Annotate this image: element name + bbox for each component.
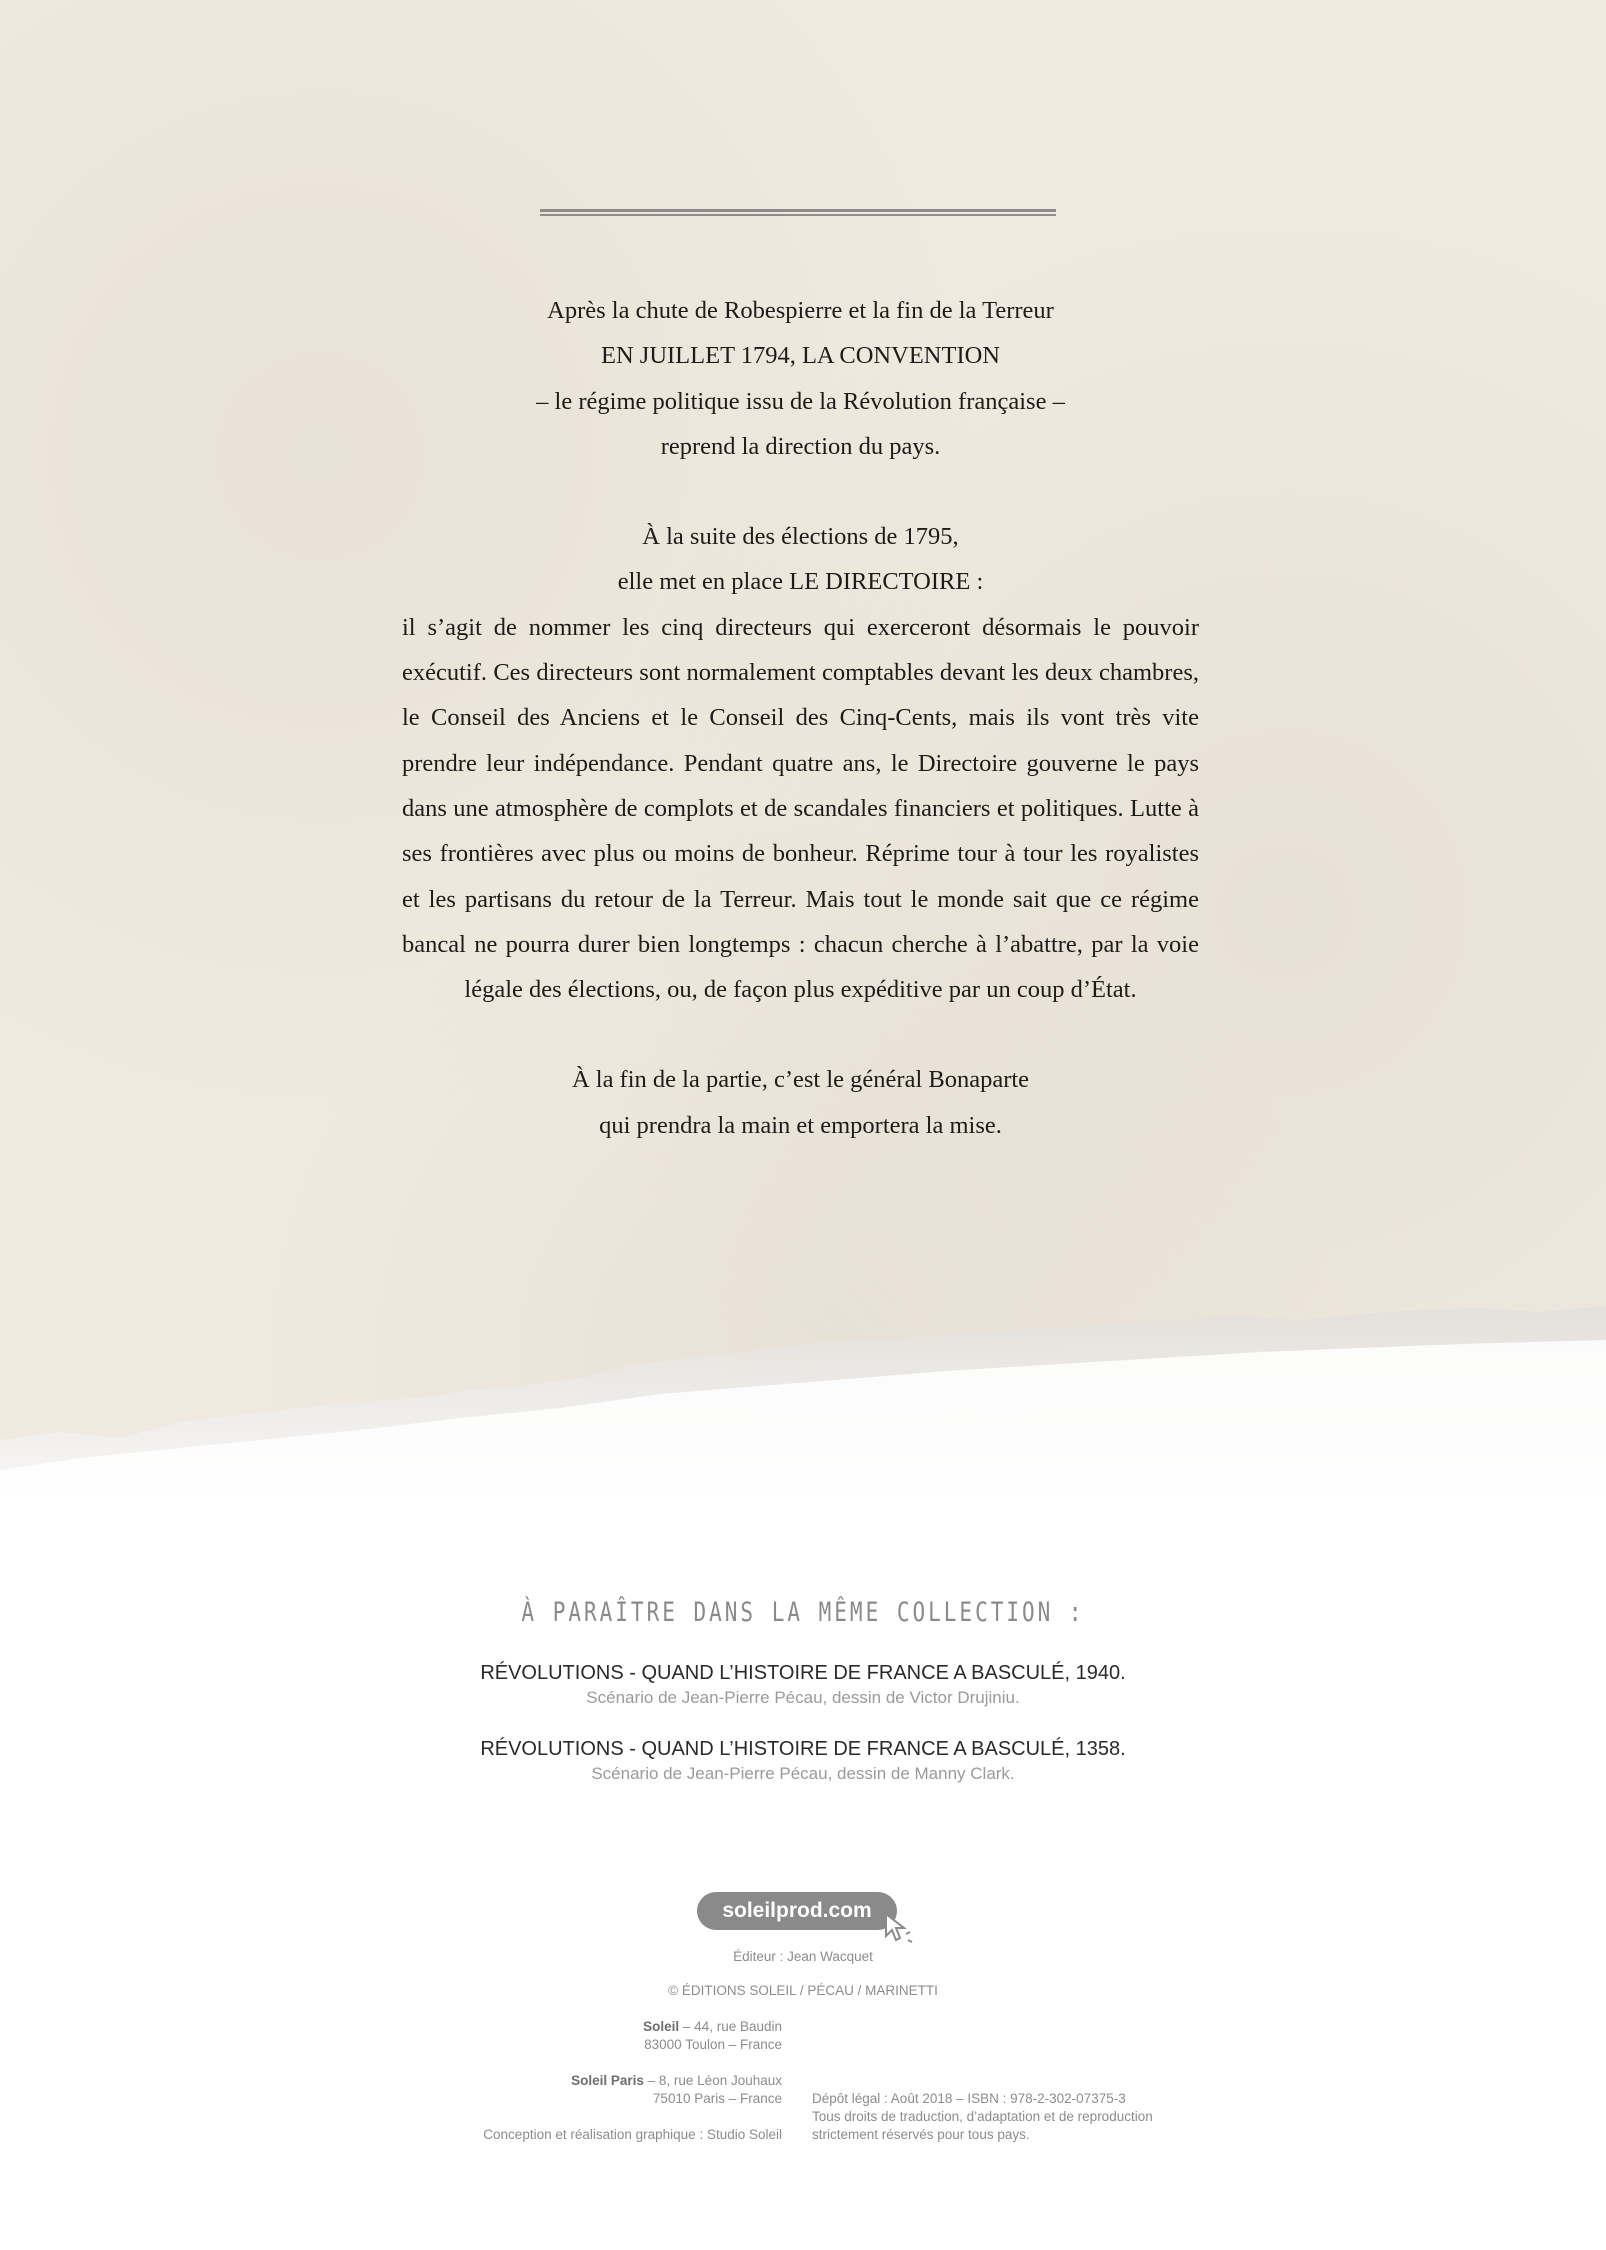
address-line: 75010 Paris – France <box>652 2091 782 2106</box>
address-name: Soleil Paris <box>571 2073 644 2088</box>
address-line: – 44, rue Baudin <box>679 2019 782 2034</box>
collection-item <box>0 1660 1606 1710</box>
collection-item-title: RÉVOLUTIONS - QUAND L’HISTOIRE DE FRANCE A BASCULÉ, 1358. <box>480 1738 1126 1760</box>
collection-heading: À PARAÎTRE DANS LA MÊME COLLECTION : <box>521 1597 1085 1627</box>
text-line: reprend la direction du pays. <box>660 432 941 460</box>
paragraph-3 <box>402 1057 1199 1148</box>
collection-item <box>0 1736 1606 1786</box>
text-line: – le régime politique issu de la Révolution française – <box>536 387 1065 415</box>
legal-line: strictement réservés pour tous pays. <box>812 2127 1030 2142</box>
text-line: À la fin de la partie, c’est le général Bonaparte <box>571 1066 1030 1094</box>
paragraph-gap <box>402 1012 1199 1057</box>
intro-text <box>402 288 1199 1148</box>
legal-notice <box>812 2090 1272 2144</box>
cursor-arrow-icon <box>884 1912 914 1946</box>
collection-item-title: RÉVOLUTIONS - QUAND L’HISTOIRE DE FRANCE A BASCULÉ, 1940. <box>480 1662 1126 1684</box>
address-soleil-paris <box>420 2072 782 2108</box>
address-line: 83000 Toulon – France <box>644 2037 782 2052</box>
decorative-double-rule <box>540 209 1056 216</box>
paragraph-2-body: il s’agit de nommer les cinq directeurs qui exerceront désormais le pouvoir exécutif. Ces directeurs sont normalement comptables devant les deux chambres, le Conseil des Anciens et le Conseil des Cinq-Cents, mais ils vont très vite prendre leur indépendance. Pendant quatre ans, le Directoire gouverne le pays dans une atmosphère de complots et de scandales financiers et politiques. Lutte à ses frontières avec plus ou moins de bonheur. Réprime tour à tour les royalistes et les partisans du retour de la Terreur. Mais tout le monde sait que ce régime bancal ne pourra durer bien longtemps : chacun cherche à l’abattre, par la voie légale des élections, ou, de façon plus expéditive par un coup d’État. <box>402 613 1199 1004</box>
address-soleil <box>420 2018 782 2054</box>
torn-paper-edge <box>0 1290 1606 1550</box>
design-credit: Conception et réalisation graphique : Studio Soleil <box>483 2127 782 2142</box>
editor-credit: Éditeur : Jean Wacquet <box>733 1949 873 1964</box>
collection-item-credit: Scénario de Jean-Pierre Pécau, dessin de Manny Clark. <box>591 1764 1015 1783</box>
legal-line: Tous droits de traduction, d’adaptation et de reproduction <box>812 2109 1153 2124</box>
text-line: qui prendra la main et emportera la mise. <box>599 1111 1002 1139</box>
paragraph-1 <box>402 288 1199 469</box>
copyright-line: © ÉDITIONS SOLEIL / PÉCAU / MARINETTI <box>668 1983 938 1998</box>
collection-item-credit: Scénario de Jean-Pierre Pécau, dessin de Victor Drujiniu. <box>586 1688 1020 1707</box>
paragraph-gap <box>402 469 1199 514</box>
text-line: Après la chute de Robespierre et la fin de la Terreur <box>547 297 1054 324</box>
address-line: – 8, rue Léon Jouhaux <box>643 2073 782 2088</box>
text-line: elle met en place LE DIRECTOIRE : <box>617 568 984 596</box>
website-link[interactable]: soleilprod.com <box>697 1892 897 1930</box>
text-line: EN JUILLET 1794, LA CONVENTION <box>601 342 1000 370</box>
text-line: À la suite des élections de 1795, <box>642 523 959 551</box>
legal-line: Dépôt légal : Août 2018 – ISBN : 978-2-302-07375-3 <box>812 2091 1126 2106</box>
paragraph-2-heading <box>402 514 1199 605</box>
address-name: Soleil <box>643 2019 680 2034</box>
